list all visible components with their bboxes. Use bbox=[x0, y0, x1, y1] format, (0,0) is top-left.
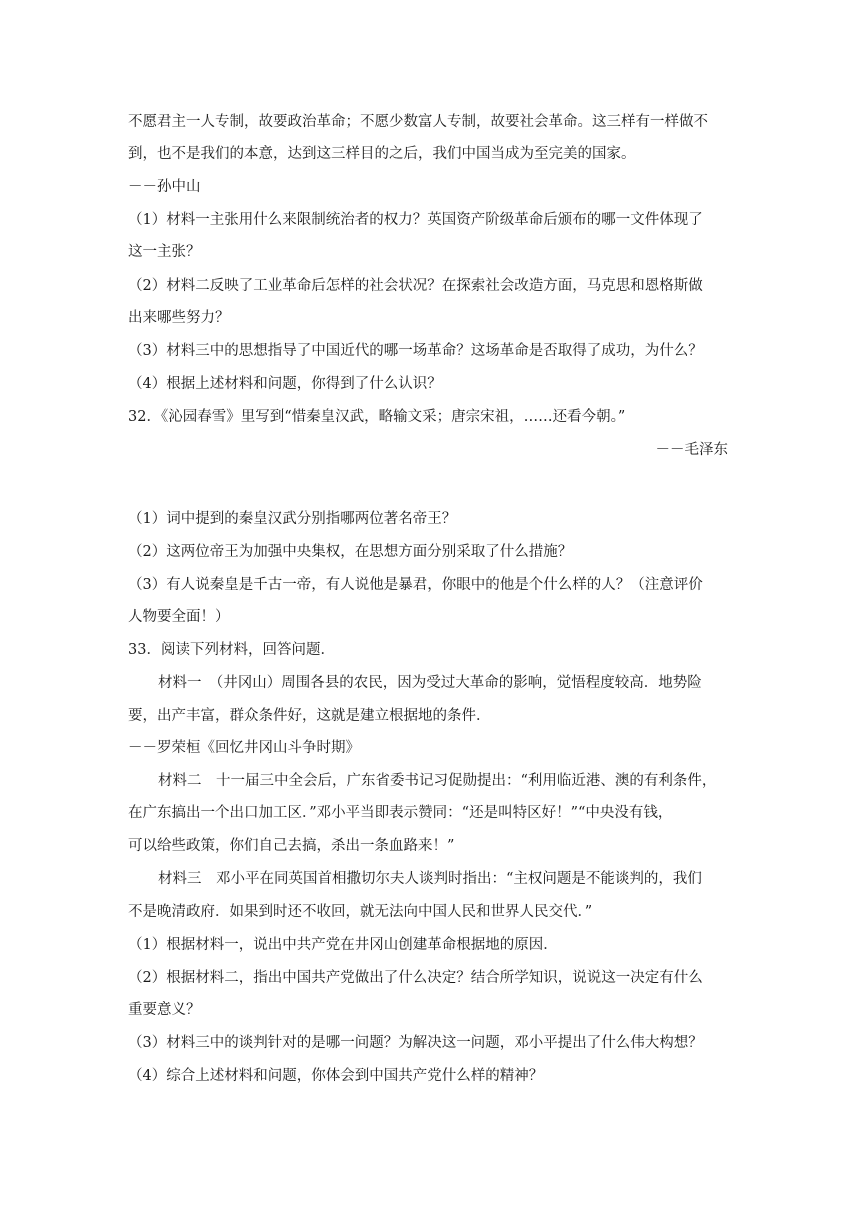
q32-question-3-line-2: 人物要全面！） bbox=[128, 609, 230, 625]
q33-stem: 33．阅读下列材料，回答问题． bbox=[128, 642, 335, 658]
q33-question-3: （3）材料三中的谈判针对的是哪一问题？为解决这一问题，邓小平提出了什么伟大构想？ bbox=[128, 1035, 703, 1051]
q31-question-1-line-1: （1）材料一主张用什么来限制统治者的权力？英国资产阶级革命后颁布的哪一文件体现了 bbox=[128, 212, 703, 228]
material-three-line-1: 不愿君主一人专制，故要政治革命；不愿少数富人专制，故要社会革命。这三样有一样做不 bbox=[128, 114, 708, 130]
q33-material-3-line-2: 不是晚清政府．如果到时还不收回，就无法向中国人民和世界人民交代．” bbox=[128, 904, 593, 920]
q33-material-1-line-2: 要，出产丰富，群众条件好，这就是建立根据地的条件． bbox=[128, 708, 491, 724]
q32-attribution: －－毛泽东 bbox=[655, 442, 728, 458]
q33-material-2-line-1: 材料二 十一届三中全会后，广东省委书记习促勋提出：“利用临近港、澳的有利条件， bbox=[158, 773, 717, 789]
q33-material-1-line-1: 材料一 （井冈山）周围各县的农民，因为受过大革命的影响，觉悟程度较高．地势险 bbox=[158, 675, 702, 691]
q32-stem: 32．《沁园春雪》里写到“惜秦皇汉武，略输文采；唐宗宋祖，……还看今朝。” bbox=[128, 409, 626, 425]
q33-material-2-line-2: 在广东搞出一个出口加工区．”邓小平当即表示赞同：“还是叫特区好！”“中央没有钱， bbox=[128, 805, 673, 821]
q31-question-4: （4）根据上述材料和问题，你得到了什么认识？ bbox=[128, 376, 442, 392]
q31-question-2-line-1: （2）材料二反映了工业革命后怎样的社会状况？在探索社会改造方面，马克思和恩格斯做 bbox=[128, 278, 703, 294]
q33-material-1-attribution: －－罗荣桓《回忆井冈山斗争时期》 bbox=[128, 740, 360, 756]
q33-question-4: （4）综合上述材料和问题，你体会到中国共产党什么样的精神？ bbox=[128, 1068, 544, 1084]
q33-question-2-line-2: 重要意义？ bbox=[128, 1002, 201, 1018]
material-three-line-2: 到，也不是我们的本意，达到这三样目的之后，我们中国当成为至完美的国家。 bbox=[128, 146, 636, 162]
q32-question-3-line-1: （3）有人说秦皇是千古一帝，有人说他是暴君，你眼中的他是个什么样的人？（注意评价 bbox=[128, 577, 703, 593]
q33-material-2-line-3: 可以给些政策，你们自己去搞，杀出一条血路来！” bbox=[128, 838, 455, 854]
q33-material-3-line-1: 材料三 邓小平在同英国首相撒切尔夫人谈判时指出：“主权问题是不能谈判的，我们 bbox=[158, 871, 702, 887]
q33-question-1: （1）根据材料一，说出中共产党在井冈山创建革命根据地的原因． bbox=[128, 937, 558, 953]
q31-question-1-line-2: 这一主张？ bbox=[128, 244, 201, 260]
q31-question-3: （3）材料三中的思想指导了中国近代的哪一场革命？这场革命是否取得了成功，为什么？ bbox=[128, 343, 703, 359]
q32-question-2: （2）这两位帝王为加强中央集权，在思想方面分别采取了什么措施？ bbox=[128, 544, 573, 560]
q33-question-2-line-1: （2）根据材料二，指出中国共产党做出了什么决定？结合所学知识，说说这一决定有什么 bbox=[128, 970, 703, 986]
q31-question-2-line-2: 出来哪些努力？ bbox=[128, 310, 230, 326]
q32-question-1: （1）词中提到的秦皇汉武分别指哪两位著名帝王？ bbox=[128, 511, 457, 527]
material-three-attribution: －－孙中山 bbox=[128, 179, 201, 195]
